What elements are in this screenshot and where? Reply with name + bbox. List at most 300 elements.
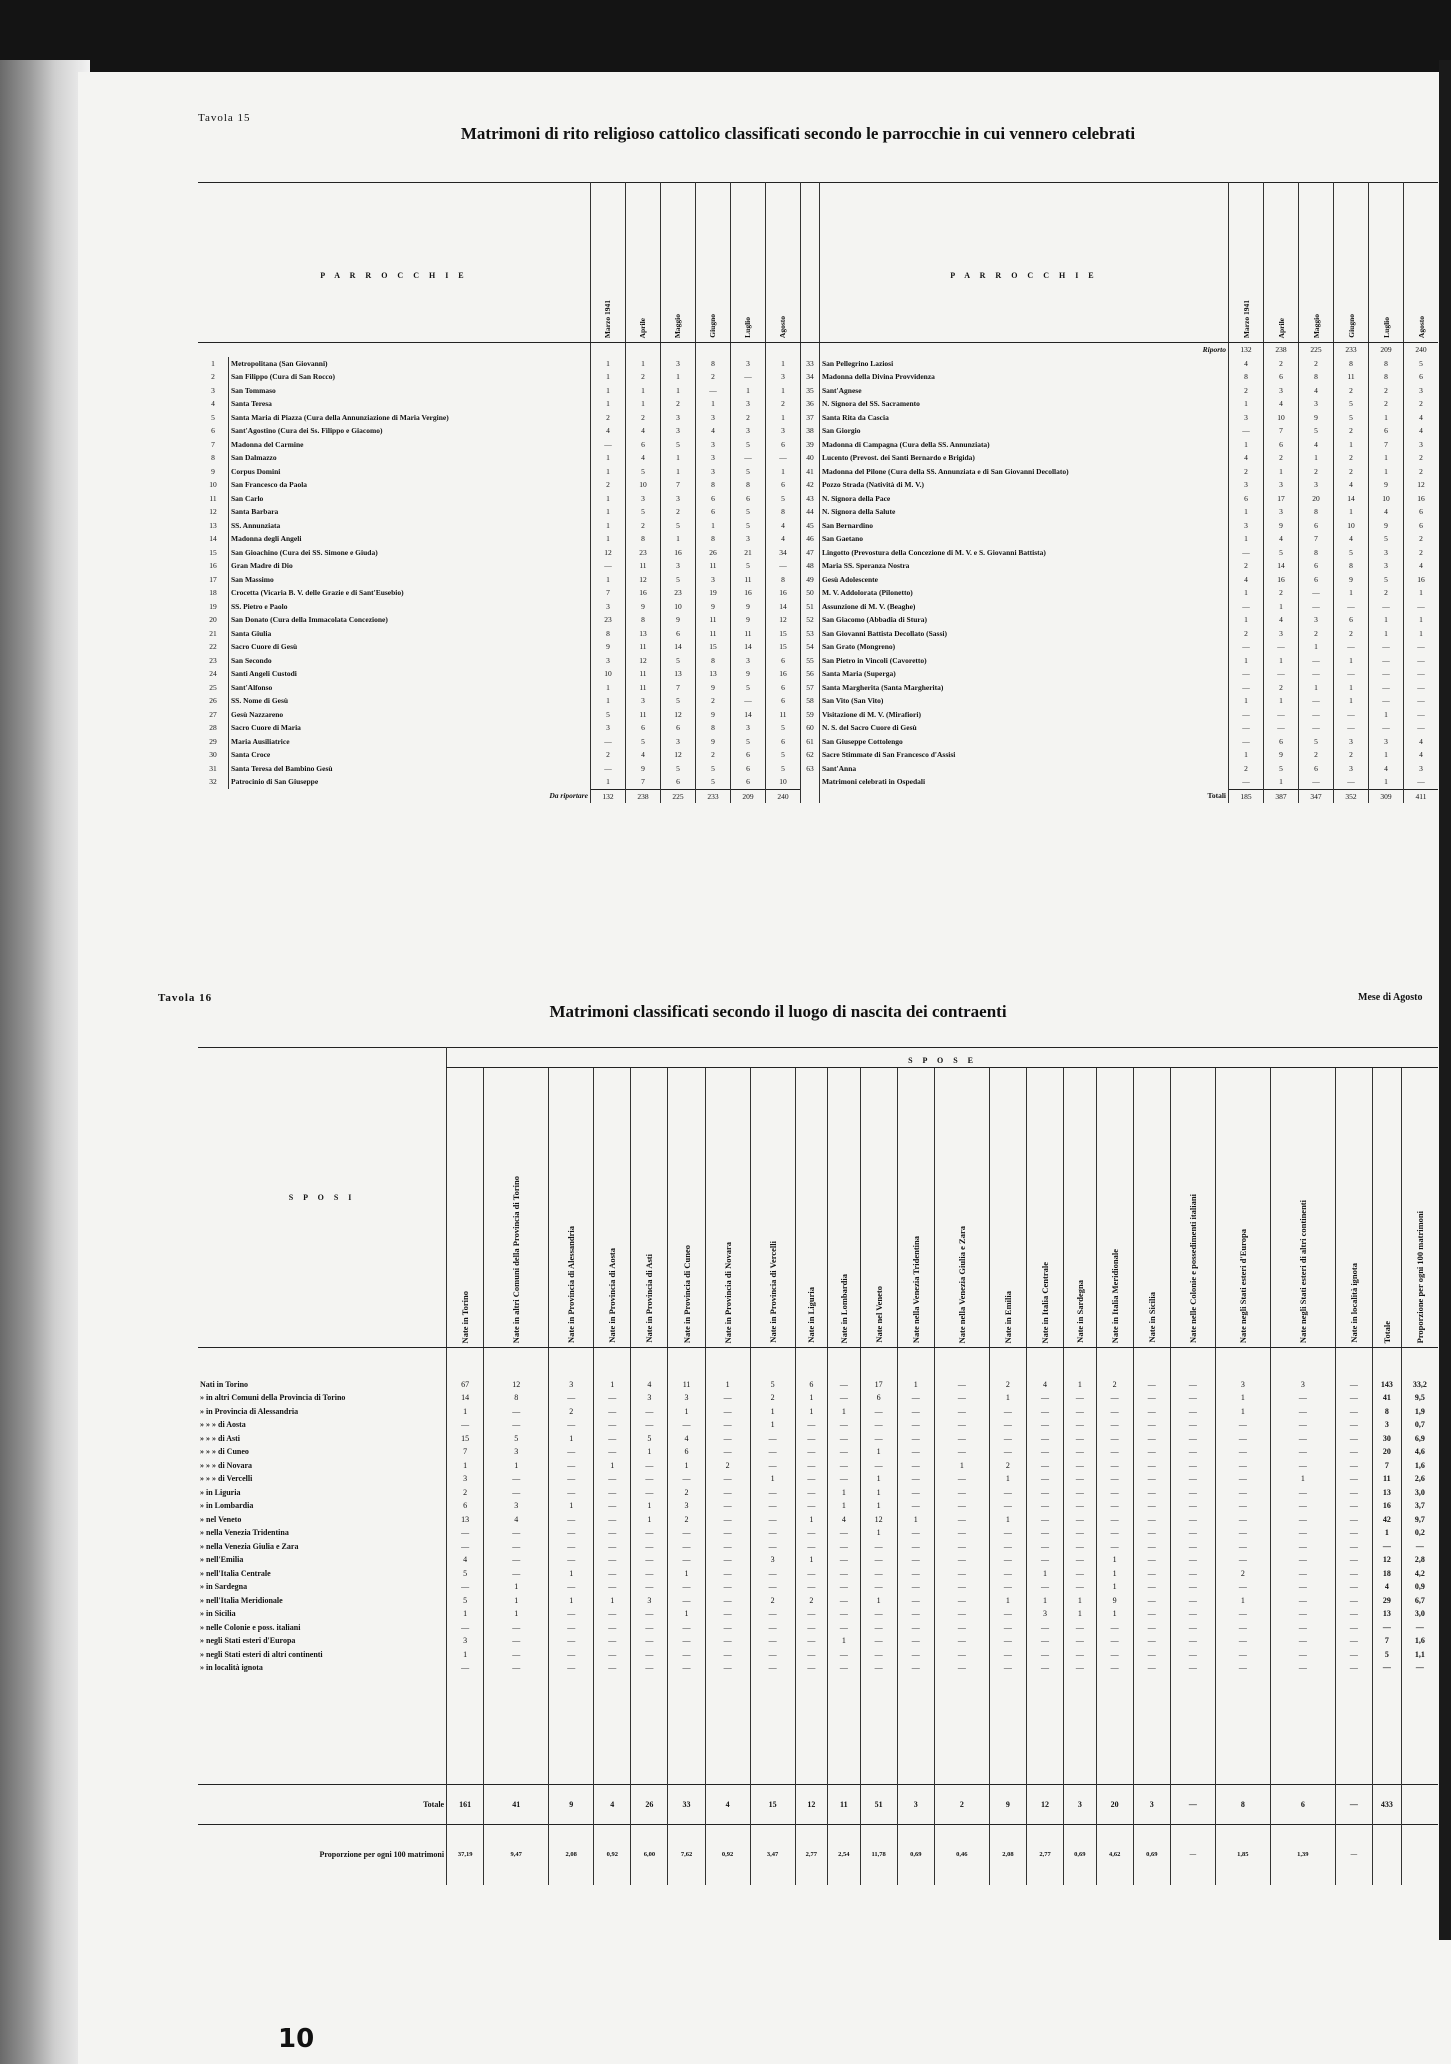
- table-row: [198, 1526, 1438, 1540]
- right-row-number: 45: [800, 519, 819, 533]
- cell-value: —: [1096, 1405, 1133, 1419]
- row-number: 14: [209, 534, 217, 543]
- parish-value: 6: [625, 721, 660, 735]
- parish-value: —: [1299, 708, 1334, 722]
- tavola15-label: Tavola 15: [198, 112, 251, 124]
- right-row-number: 57: [800, 681, 819, 695]
- parish-value: —: [1299, 586, 1334, 600]
- cell-value: —: [1215, 1418, 1270, 1432]
- parish-value: —: [1404, 667, 1439, 681]
- parish-value: —: [1404, 600, 1439, 614]
- month-header: Marzo 1941: [1229, 183, 1264, 343]
- row-number: 20: [209, 615, 217, 624]
- cell-value: —: [1170, 1513, 1215, 1527]
- parish-value: 2: [590, 411, 625, 425]
- cell-value: —: [750, 1540, 795, 1554]
- table-row: [198, 397, 1438, 411]
- cell-value: —: [631, 1540, 668, 1554]
- cell-value: —: [594, 1540, 631, 1554]
- parish-value: 1: [590, 775, 625, 789]
- right-row-number: 35: [800, 384, 819, 398]
- row-number: 32: [209, 777, 217, 787]
- parish-value: 8: [765, 573, 800, 587]
- parish-value: 1: [1369, 775, 1404, 789]
- cell-value: 1: [1096, 1607, 1133, 1621]
- parish-value: 1: [1369, 708, 1404, 722]
- parish-value: 3: [660, 424, 695, 438]
- cell-value: 1: [860, 1594, 897, 1608]
- cell-value: —: [750, 1661, 795, 1675]
- parish-value: 3: [660, 735, 695, 749]
- cell-value: 1: [668, 1459, 705, 1473]
- parish-value: 6: [765, 735, 800, 749]
- column-header: Nate in Sardegna: [1064, 1068, 1096, 1348]
- parish-name: San Pellegrino Laziosi: [819, 357, 1228, 371]
- cell-value: —: [989, 1580, 1026, 1594]
- cell-value: 1: [795, 1553, 827, 1567]
- right-row-number: 34: [800, 370, 819, 384]
- parish-value: 1: [590, 397, 625, 411]
- parish-value: —: [1334, 600, 1369, 614]
- parish-value: —: [1229, 775, 1264, 789]
- cell-value: 5: [1372, 1648, 1401, 1662]
- cell-value: 4: [631, 1378, 668, 1392]
- parish-name: Madonna del Pilone (Cura della SS. Annunziata e di San Giovanni Decollato): [819, 465, 1228, 479]
- parish-value: 4: [1334, 532, 1369, 546]
- cell-value: —: [828, 1378, 860, 1392]
- parish-value: 11: [765, 708, 800, 722]
- cell-value: 1: [750, 1405, 795, 1419]
- parish-name: Santa Giulia: [229, 627, 591, 641]
- cell-value: —: [1133, 1621, 1170, 1635]
- proporzione-value: 6,00: [631, 1825, 668, 1885]
- parish-value: 1: [590, 465, 625, 479]
- table-row: [198, 573, 1438, 587]
- cell-value: 1: [989, 1513, 1026, 1527]
- parish-value: 3: [1299, 397, 1334, 411]
- parish-value: 12: [1404, 478, 1439, 492]
- cell-value: —: [897, 1486, 934, 1500]
- row-label: » in altri Comuni della Provincia di Torino: [200, 1393, 346, 1402]
- table-row: [198, 519, 1438, 533]
- parish-value: 9: [695, 735, 730, 749]
- row-label: » nell'Italia Meridionale: [200, 1595, 283, 1605]
- parish-value: 2: [695, 694, 730, 708]
- parish-value: 5: [1299, 424, 1334, 438]
- cell-value: —: [668, 1553, 705, 1567]
- riporto-label: Riporto: [819, 343, 1228, 357]
- parish-value: 6: [765, 478, 800, 492]
- month-header: Giugno: [1334, 183, 1369, 343]
- cell-value: —: [1133, 1526, 1170, 1540]
- cell-value: —: [1026, 1648, 1063, 1662]
- parish-value: 1: [730, 384, 765, 398]
- cell-value: —: [1270, 1661, 1335, 1675]
- row-label: » negli Stati esteri di altri continenti: [200, 1649, 323, 1659]
- row-number: 7: [211, 439, 215, 449]
- parish-value: 3: [730, 654, 765, 668]
- cell-value: —: [1401, 1661, 1438, 1675]
- cell-value: 3,0: [1401, 1607, 1438, 1621]
- cell-value: —: [1133, 1445, 1170, 1459]
- totale-value: —: [1335, 1785, 1372, 1825]
- parish-value: 1: [765, 357, 800, 371]
- proporzione-value: 2,08: [549, 1825, 594, 1885]
- cell-value: —: [1064, 1648, 1096, 1662]
- parish-value: 4: [1264, 613, 1299, 627]
- table-row: [198, 721, 1438, 735]
- parish-name: SS. Annunziata: [229, 519, 591, 533]
- cell-value: —: [594, 1391, 631, 1405]
- parish-value: 6: [730, 492, 765, 506]
- row-label: » nel Veneto: [200, 1514, 242, 1524]
- parish-value: —: [1369, 721, 1404, 735]
- cell-value: —: [549, 1540, 594, 1554]
- parish-value: 4: [625, 424, 660, 438]
- cell-value: —: [897, 1648, 934, 1662]
- column-header: Nate in Provincia di Novara: [705, 1068, 750, 1348]
- cell-value: 12: [860, 1513, 897, 1527]
- cell-value: —: [989, 1405, 1026, 1419]
- cell-value: —: [1133, 1594, 1170, 1608]
- parish-value: 4: [1229, 451, 1264, 465]
- parish-value: 1: [625, 357, 660, 371]
- parish-value: 1: [660, 465, 695, 479]
- parish-value: 2: [1299, 627, 1334, 641]
- parish-name: Matrimoni celebrati in Ospedali: [819, 775, 1228, 789]
- cell-value: —: [1170, 1445, 1215, 1459]
- parish-name: San Francesco da Paola: [229, 478, 591, 492]
- cell-value: 1: [549, 1499, 594, 1513]
- cell-value: —: [934, 1391, 989, 1405]
- cell-value: —: [1372, 1540, 1401, 1554]
- parish-value: 14: [730, 640, 765, 654]
- cell-value: 1: [860, 1486, 897, 1500]
- parish-value: 12: [765, 613, 800, 627]
- totale-value: 433: [1372, 1785, 1401, 1825]
- cell-value: —: [828, 1621, 860, 1635]
- table-row: [198, 694, 1438, 708]
- parish-value: 7: [590, 586, 625, 600]
- parish-value: 2: [1299, 357, 1334, 371]
- parish-value: 20: [1299, 492, 1334, 506]
- parish-value: 1: [1229, 748, 1264, 762]
- cell-value: —: [934, 1634, 989, 1648]
- right-row-number: 43: [800, 492, 819, 506]
- parish-value: 2: [1369, 384, 1404, 398]
- totale-value: 33: [668, 1785, 705, 1825]
- row-number: 6: [211, 426, 215, 435]
- page-number: 10: [278, 2024, 315, 2054]
- parish-value: 16: [765, 667, 800, 681]
- cell-value: 67: [447, 1378, 484, 1392]
- cell-value: 33,2: [1401, 1378, 1438, 1392]
- parish-value: 3: [730, 721, 765, 735]
- parish-name: Visitazione di M. V. (Mirafiori): [819, 708, 1228, 722]
- proporzione-value: 1,39: [1270, 1825, 1335, 1885]
- cell-value: 2: [1215, 1567, 1270, 1581]
- parish-value: 9: [1334, 573, 1369, 587]
- month-header: Aprile: [625, 183, 660, 343]
- cell-value: —: [1215, 1432, 1270, 1446]
- parish-value: —: [1229, 667, 1264, 681]
- month-header: Luglio: [730, 183, 765, 343]
- row-number: 18: [209, 588, 217, 597]
- parish-value: 1: [1229, 586, 1264, 600]
- cell-value: —: [750, 1513, 795, 1527]
- cell-value: —: [549, 1513, 594, 1527]
- cell-value: —: [1270, 1445, 1335, 1459]
- cell-value: —: [631, 1580, 668, 1594]
- cell-value: —: [1064, 1634, 1096, 1648]
- parish-value: —: [1404, 654, 1439, 668]
- table-row: [198, 667, 1438, 681]
- row-label: » » » di Cuneo: [200, 1447, 249, 1456]
- proporzione-value: 2,77: [1026, 1825, 1063, 1885]
- scan-right-edge: [1439, 60, 1451, 1940]
- parish-name: San Giacomo (Abbadia di Stura): [819, 613, 1228, 627]
- cell-value: —: [795, 1661, 827, 1675]
- cell-value: —: [860, 1405, 897, 1419]
- row-number: 23: [209, 655, 217, 665]
- cell-value: —: [668, 1526, 705, 1540]
- cell-value: —: [989, 1648, 1026, 1662]
- parish-value: 5: [1264, 762, 1299, 776]
- row-number: 19: [209, 601, 217, 611]
- cell-value: —: [1096, 1648, 1133, 1662]
- cell-value: 15: [447, 1432, 484, 1446]
- table-row: [198, 465, 1438, 479]
- parish-value: 11: [695, 613, 730, 627]
- cell-value: —: [1026, 1405, 1063, 1419]
- cell-value: —: [705, 1391, 750, 1405]
- column-header: Nate in altri Comuni della Provincia di Torino: [484, 1068, 549, 1348]
- parish-value: 2: [1264, 357, 1299, 371]
- cell-value: —: [828, 1526, 860, 1540]
- cell-value: —: [897, 1607, 934, 1621]
- parish-name: Assunzione di M. V. (Beaghe): [819, 600, 1228, 614]
- cell-value: 1: [1026, 1567, 1063, 1581]
- parish-value: —: [1299, 721, 1334, 735]
- parish-value: 5: [1369, 573, 1404, 587]
- parish-value: 11: [625, 640, 660, 654]
- cell-value: —: [705, 1567, 750, 1581]
- parish-value: 1: [1264, 694, 1299, 708]
- parish-value: 12: [625, 654, 660, 668]
- cell-value: 9,7: [1401, 1513, 1438, 1527]
- parish-name: Santa Teresa: [229, 397, 591, 411]
- parish-value: —: [1264, 667, 1299, 681]
- parish-value: 8: [1229, 370, 1264, 384]
- cell-value: —: [705, 1513, 750, 1527]
- cell-value: 2,6: [1401, 1472, 1438, 1486]
- row-number: 11: [209, 493, 217, 503]
- cell-value: —: [705, 1405, 750, 1419]
- cell-value: —: [1026, 1499, 1063, 1513]
- table-row: [198, 478, 1438, 492]
- parish-value: 2: [1264, 451, 1299, 465]
- totale-value: —: [1170, 1785, 1215, 1825]
- cell-value: —: [549, 1445, 594, 1459]
- cell-value: —: [1026, 1661, 1063, 1675]
- cell-value: —: [1133, 1405, 1170, 1419]
- cell-value: 20: [1372, 1445, 1401, 1459]
- parish-name: Pozzo Strada (Natività di M. V.): [819, 478, 1228, 492]
- parish-value: 8: [695, 478, 730, 492]
- cell-value: —: [1133, 1648, 1170, 1662]
- cell-value: —: [934, 1418, 989, 1432]
- table-row: [198, 748, 1438, 762]
- cell-value: —: [828, 1553, 860, 1567]
- parish-value: 8: [625, 613, 660, 627]
- parish-value: 15: [765, 627, 800, 641]
- cell-value: —: [1133, 1472, 1170, 1486]
- cell-value: —: [897, 1405, 934, 1419]
- parish-value: 9: [625, 762, 660, 776]
- right-row-number: 53: [800, 627, 819, 641]
- parish-value: 2: [1229, 762, 1264, 776]
- cell-value: —: [549, 1391, 594, 1405]
- cell-value: 1: [1215, 1405, 1270, 1419]
- cell-value: 1: [631, 1499, 668, 1513]
- cell-value: —: [705, 1621, 750, 1635]
- parish-value: 1: [1264, 654, 1299, 668]
- cell-value: —: [934, 1445, 989, 1459]
- cell-value: —: [1096, 1486, 1133, 1500]
- row-number: 5: [211, 412, 215, 422]
- cell-value: 6: [447, 1499, 484, 1513]
- parish-value: 2: [1229, 384, 1264, 398]
- parish-value: 2: [1229, 465, 1264, 479]
- column-header: Nate in Italia Centrale: [1026, 1068, 1063, 1348]
- cell-value: —: [934, 1553, 989, 1567]
- cell-value: —: [989, 1567, 1026, 1581]
- cell-value: —: [631, 1661, 668, 1675]
- parish-value: 7: [1264, 424, 1299, 438]
- cell-value: —: [1170, 1472, 1215, 1486]
- parish-value: 3: [590, 600, 625, 614]
- cell-value: —: [1335, 1459, 1372, 1473]
- da-riportare-value: 233: [695, 789, 730, 803]
- parish-value: 1: [590, 357, 625, 371]
- cell-value: —: [1335, 1540, 1372, 1554]
- parish-value: 10: [1369, 492, 1404, 506]
- proporzione-value: —: [1170, 1825, 1215, 1885]
- parish-value: 5: [625, 735, 660, 749]
- cell-value: —: [705, 1526, 750, 1540]
- cell-value: —: [1215, 1648, 1270, 1662]
- cell-value: —: [1064, 1567, 1096, 1581]
- parish-value: 1: [1264, 775, 1299, 789]
- sposi-header: S P O S I: [198, 1048, 447, 1348]
- parish-value: 4: [1264, 532, 1299, 546]
- riporto-value: 225: [1299, 343, 1334, 357]
- cell-value: —: [1064, 1459, 1096, 1473]
- right-row-number: 61: [800, 735, 819, 749]
- parish-value: 5: [695, 775, 730, 789]
- cell-value: 1: [447, 1405, 484, 1419]
- parish-value: 26: [695, 546, 730, 560]
- cell-value: —: [1026, 1540, 1063, 1554]
- parish-name: San Gaetano: [819, 532, 1228, 546]
- table-row: [198, 1648, 1438, 1662]
- parish-value: 4: [590, 424, 625, 438]
- parish-value: 1: [765, 465, 800, 479]
- table-row: [198, 559, 1438, 573]
- cell-value: 30: [1372, 1432, 1401, 1446]
- right-row-number: 39: [800, 438, 819, 452]
- parish-value: 3: [695, 451, 730, 465]
- parish-value: 2: [1264, 681, 1299, 695]
- parish-value: 15: [695, 640, 730, 654]
- cell-value: —: [1335, 1432, 1372, 1446]
- parish-name: Santa Maria di Piazza (Cura della Annunziazione di Maria Vergine): [229, 411, 591, 425]
- parish-value: 4: [765, 532, 800, 546]
- cell-value: 1: [897, 1378, 934, 1392]
- cell-value: —: [1270, 1607, 1335, 1621]
- cell-value: —: [897, 1661, 934, 1675]
- parish-value: 1: [1229, 505, 1264, 519]
- parish-value: 9: [1369, 478, 1404, 492]
- cell-value: —: [1270, 1580, 1335, 1594]
- cell-value: —: [1270, 1526, 1335, 1540]
- cell-value: —: [1335, 1418, 1372, 1432]
- cell-value: 1,6: [1401, 1634, 1438, 1648]
- parish-value: 34: [765, 546, 800, 560]
- parish-value: 10: [660, 600, 695, 614]
- cell-value: 2: [795, 1594, 827, 1608]
- column-header: Proporzione per ogni 100 matrimoni: [1401, 1068, 1438, 1348]
- parish-value: —: [1299, 667, 1334, 681]
- cell-value: —: [447, 1580, 484, 1594]
- parish-value: —: [590, 762, 625, 776]
- cell-value: —: [1064, 1432, 1096, 1446]
- cell-value: —: [897, 1621, 934, 1635]
- parish-value: 3: [1404, 438, 1439, 452]
- parish-value: 14: [1334, 492, 1369, 506]
- cell-value: —: [1215, 1486, 1270, 1500]
- cell-value: —: [795, 1567, 827, 1581]
- totale-value: 20: [1096, 1785, 1133, 1825]
- cell-value: —: [594, 1634, 631, 1648]
- parish-value: —: [1334, 708, 1369, 722]
- cell-value: 8: [484, 1391, 549, 1405]
- parish-value: 12: [660, 748, 695, 762]
- cell-value: 12: [1372, 1553, 1401, 1567]
- parish-value: 11: [730, 573, 765, 587]
- right-row-number: 40: [800, 451, 819, 465]
- cell-value: 4: [447, 1553, 484, 1567]
- cell-value: —: [1215, 1445, 1270, 1459]
- right-row-number: 46: [800, 532, 819, 546]
- proporzione-value: 0,46: [934, 1825, 989, 1885]
- parish-value: 2: [765, 397, 800, 411]
- cell-value: —: [484, 1486, 549, 1500]
- parish-value: 16: [1404, 573, 1439, 587]
- parish-value: 1: [590, 694, 625, 708]
- parish-name: Madonna del Carmine: [229, 438, 591, 452]
- parish-name: San Bernardino: [819, 519, 1228, 533]
- parish-value: 6: [1229, 492, 1264, 506]
- cell-value: 3: [447, 1634, 484, 1648]
- parish-value: 2: [1334, 465, 1369, 479]
- cell-value: 3: [1372, 1418, 1401, 1432]
- row-number: 8: [211, 453, 215, 462]
- parish-name: Gesù Adolescente: [819, 573, 1228, 587]
- cell-value: —: [631, 1648, 668, 1662]
- parish-value: 6: [1299, 519, 1334, 533]
- row-number: 12: [209, 507, 217, 516]
